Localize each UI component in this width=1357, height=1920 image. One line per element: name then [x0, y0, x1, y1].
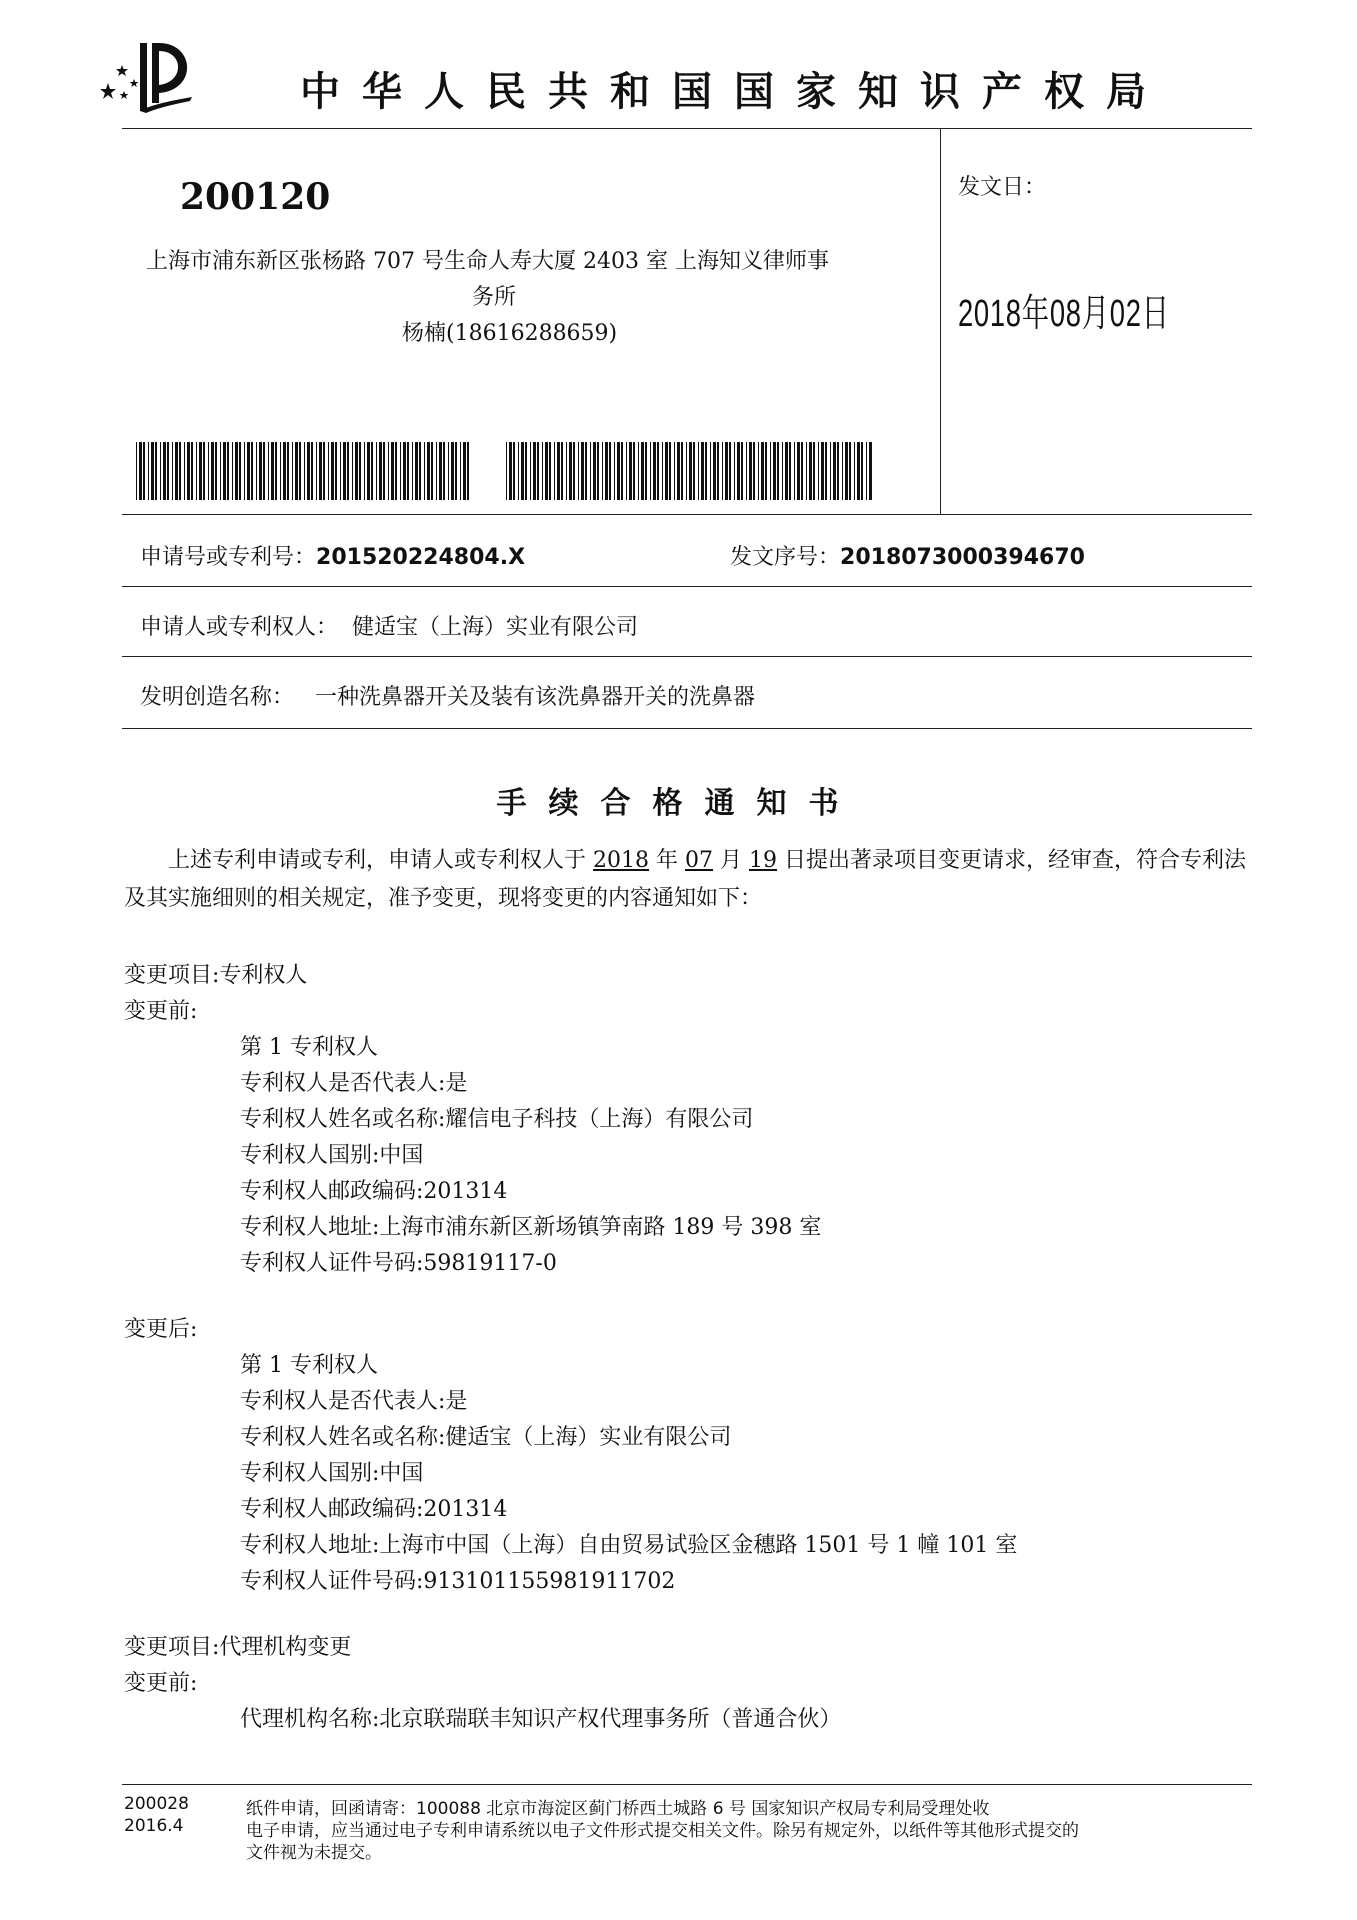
change-1-after-line: 专利权人是否代表人:是 — [240, 1389, 468, 1414]
header-rule — [122, 128, 1252, 129]
intro-day: 19 — [749, 848, 777, 873]
issue-date-label: 发文日： — [958, 175, 1047, 200]
change-1-after-line: 专利权人地址:上海市中国（上海）自由贸易试验区金穗路 1501 号 1 幢 101 室 — [240, 1533, 1018, 1558]
application-number-value: 201520224804.X — [316, 545, 526, 570]
field-rule-2 — [122, 656, 1252, 657]
invention-value: 一种洗鼻器开关及装有该洗鼻器开关的洗鼻器 — [315, 685, 756, 710]
field-rule-3 — [122, 728, 1252, 729]
footer-line-3: 文件视为未提交。 — [246, 1843, 382, 1863]
recipient-contact: 杨楠(18616288659) — [402, 321, 618, 346]
intro-text-3: 月 — [713, 848, 749, 873]
intro-text-4: 日提出著录项目变更请求，经审查，符合专利法及其实施细则的相关规定，准予变更，现将变更的内容通知如下： — [124, 848, 1246, 911]
serial-number-row — [730, 540, 1085, 571]
applicant-row — [140, 610, 638, 641]
change-1-after-line: 专利权人国别:中国 — [240, 1461, 424, 1486]
footer-line-1: 纸件申请，回函请寄：100088 北京市海淀区蓟门桥西土城路 6 号 国家知识产权局专利局受理处收 — [246, 1799, 990, 1819]
change-1-before-line: 专利权人国别:中国 — [240, 1143, 424, 1168]
serial-number-label: 发文序号： — [730, 545, 841, 570]
address-block-rule — [122, 514, 1252, 515]
application-number-row — [140, 540, 525, 571]
change-1-after-label: 变更后: — [124, 1317, 198, 1342]
change-1-before-label: 变更前: — [124, 999, 198, 1024]
barcode-gap — [872, 442, 873, 500]
change-1-after-line: 第 1 专利权人 — [240, 1353, 378, 1378]
notice-title: 手续合格通知书 — [496, 786, 861, 821]
change-1-before-line: 第 1 专利权人 — [240, 1035, 378, 1060]
change-2-before-line: 代理机构名称:北京联瑞联丰知识产权代理事务所（普通合伙） — [240, 1707, 842, 1732]
intro-text-2: 年 — [649, 848, 685, 873]
change-1-after-line: 专利权人邮政编码:201314 — [240, 1497, 508, 1522]
field-rule-1 — [122, 586, 1252, 587]
change-1-before-line: 专利权人是否代表人:是 — [240, 1071, 468, 1096]
form-date: 2016.4 — [124, 1816, 184, 1836]
intro-month: 07 — [685, 848, 713, 873]
change-item-2: 变更项目:代理机构变更 — [124, 1635, 352, 1660]
intro-year: 2018 — [593, 848, 649, 873]
change-2-before-label: 变更前: — [124, 1671, 198, 1696]
date-column-divider — [940, 128, 941, 514]
change-1-before-line: 专利权人地址:上海市浦东新区新场镇笋南路 189 号 398 室 — [240, 1215, 822, 1240]
footer-line-2: 电子申请，应当通过电子专利申请系统以电子文件形式提交相关文件。除另有规定外，以纸件等其他形式提交的 — [246, 1821, 1079, 1841]
recipient-postcode: 200120 — [180, 176, 331, 218]
serial-number-value: 2018073000394670 — [840, 545, 1085, 570]
applicant-value: 健适宝（上海）实业有限公司 — [352, 615, 639, 640]
issue-date-stamp: 2018年08月02日 — [958, 293, 1170, 335]
agency-title: 中华人民共和国国家知识产权局 — [300, 69, 1168, 115]
change-1-before-line: 专利权人证件号码:59819117-0 — [240, 1251, 557, 1276]
recipient-address-line2: 务所 — [472, 285, 517, 310]
invention-row — [140, 680, 755, 711]
change-1-before-line: 专利权人邮政编码:201314 — [240, 1179, 508, 1204]
footer-rule — [122, 1784, 1252, 1785]
recipient-address-line1: 上海市浦东新区张杨路 707 号生命人寿大厦 2403 室 上海知义律师事 — [146, 249, 829, 274]
application-number-label: 申请号或专利号： — [140, 545, 317, 570]
change-1-after-line: 专利权人姓名或名称:健适宝（上海）实业有限公司 — [240, 1425, 732, 1450]
barcode-left — [136, 442, 476, 500]
change-1-after-line: 专利权人证件号码:913101155981911702 — [240, 1569, 676, 1594]
invention-label: 发明创造名称： — [140, 685, 295, 710]
applicant-label: 申请人或专利权人： — [140, 615, 339, 640]
notice-intro-paragraph — [124, 842, 1254, 918]
barcode-right — [506, 442, 876, 500]
form-code: 200028 — [124, 1794, 189, 1814]
barcode-gap — [469, 442, 472, 500]
change-item-1: 变更项目:专利权人 — [124, 963, 308, 988]
change-1-before-line: 专利权人姓名或名称:耀信电子科技（上海）有限公司 — [240, 1107, 754, 1132]
cnipa-logo — [100, 35, 205, 115]
intro-text-1: 上述专利申请或专利，申请人或专利权人于 — [168, 848, 593, 873]
